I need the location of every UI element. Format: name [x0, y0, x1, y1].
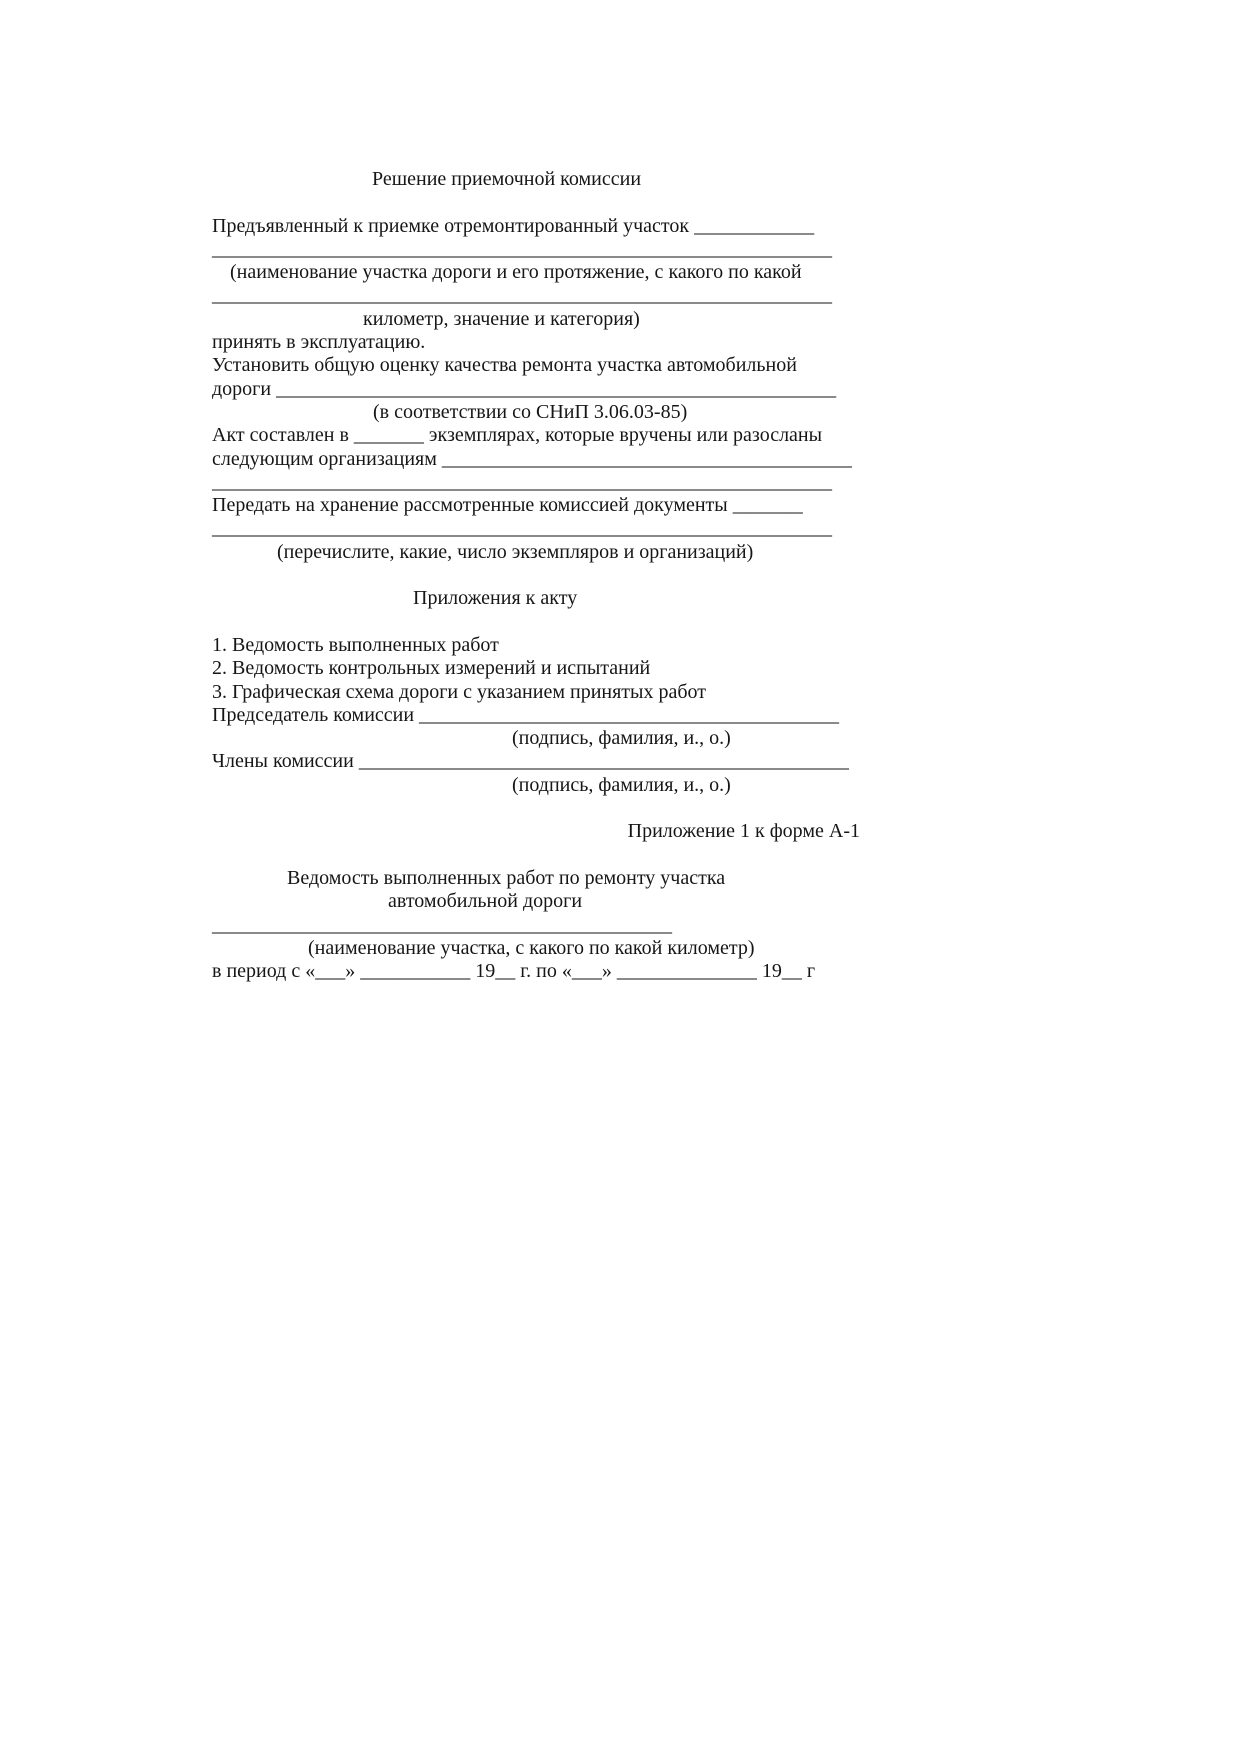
- line-organizations: следующим организациям _________________________________________: [212, 447, 852, 470]
- line-act-copies: Акт составлен в _______ экземплярах, которые вручены или разосланы: [212, 424, 823, 447]
- caption-snip: (в соответствии со СНиП 3.06.03-85): [373, 400, 688, 423]
- caption-section-km: (наименование участка, с какого по какой километр): [308, 936, 755, 959]
- blank-field-line: ______________________________________________________________: [212, 517, 832, 540]
- line-chairman-signature: Председатель комиссии __________________________________________: [212, 703, 840, 726]
- heading-appendices: Приложения к акту: [413, 587, 578, 610]
- form-document: [212, 168, 860, 983]
- caption-enumerate: (перечислите, какие, число экземпляров и организаций): [277, 540, 754, 563]
- line-quality-assessment: Установить общую оценку качества ремонта участка автомобильной: [212, 354, 797, 377]
- caption-signature-1: (подпись, фамилия, и., о.): [512, 727, 731, 750]
- appendix-item-3: 3. Графическая схема дороги с указанием принятых работ: [212, 680, 707, 703]
- line-members-signature: Члены комиссии _________________________________________________: [212, 750, 849, 773]
- blank-line: [212, 191, 860, 214]
- line-period: в период с «___» ___________ 19__ г. по «___» ______________ 19__ г: [212, 960, 816, 983]
- blank-line: [212, 797, 860, 820]
- appendix-item-1: 1. Ведомость выполненных работ: [212, 633, 499, 656]
- appendix1-title-line1: Ведомость выполненных работ по ремонту участка: [287, 866, 726, 889]
- appendix-item-2: 2. Ведомость контрольных измерений и испытаний: [212, 657, 651, 680]
- blank-field-line: ______________________________________________________________: [212, 470, 832, 493]
- line-accept: принять в эксплуатацию.: [212, 331, 426, 354]
- caption-signature-2: (подпись, фамилия, и., о.): [512, 773, 731, 796]
- caption-section-name: (наименование участка дороги и его протяжение, с какого по какой: [230, 261, 802, 284]
- line-road-blank: дороги ________________________________________________________: [212, 377, 837, 400]
- blank-field-line: ______________________________________________________________: [212, 237, 832, 260]
- caption-kilometer: километр, значение и категория): [363, 307, 640, 330]
- label-appendix1: Приложение 1 к форме А-1: [627, 820, 860, 843]
- blank-line: [212, 611, 860, 634]
- document-title: Решение приемочной комиссии: [372, 168, 642, 190]
- appendix1-title-line2: автомобильной дороги: [388, 890, 583, 913]
- blank-line: [212, 564, 860, 587]
- line-documents-storage: Передать на хранение рассмотренные комиссией документы _______: [212, 494, 803, 517]
- blank-field-line: ______________________________________________________________: [212, 284, 832, 307]
- blank-line: [212, 844, 860, 867]
- line-presented-section: Предъявленный к приемке отремонтированный участок ____________: [212, 214, 815, 237]
- blank-field-line: ______________________________________________: [212, 913, 672, 936]
